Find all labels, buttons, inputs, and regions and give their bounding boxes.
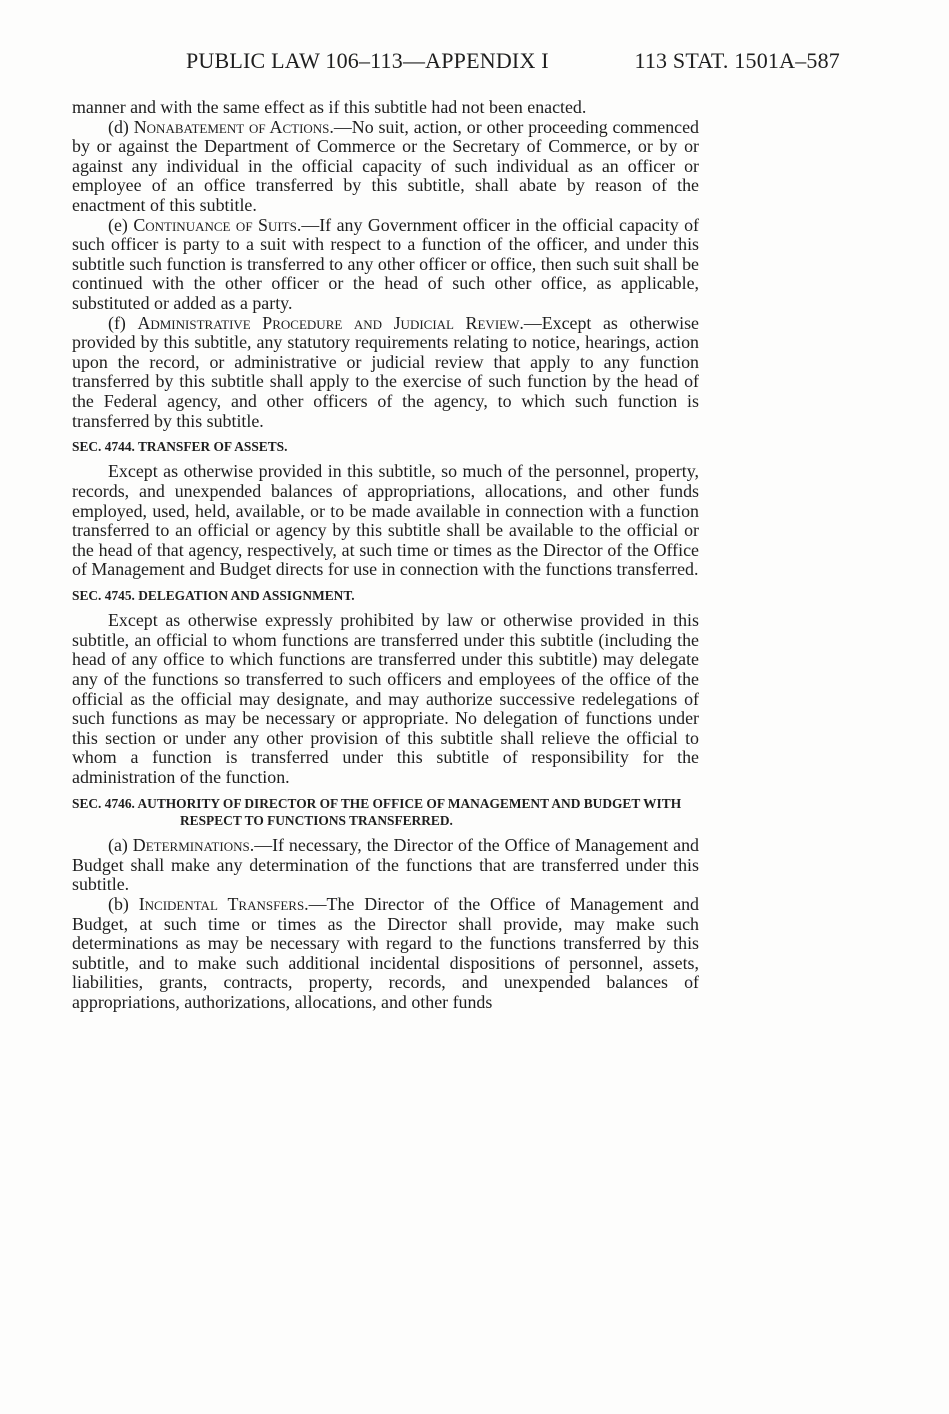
subsection-d-heading: Nonabatement of Actions. bbox=[133, 116, 334, 137]
subsection-e-label: (e) bbox=[108, 214, 134, 235]
subsection-f-text: —Except as otherwise provided by this subtitle, any statutory requirements relating to notice, hearings, action upon the record, or administrative or judicial review that apply to any function transferred by this subtitle shall apply to the exercise of such function by the head of the Federal agency, and other officers of the agency, to which such function is transferred by this subtitle. bbox=[72, 312, 699, 431]
subsection-4746-b bbox=[72, 895, 699, 1013]
document-body bbox=[72, 98, 699, 1013]
section-4744-heading: SEC. 4744. TRANSFER OF ASSETS. bbox=[72, 439, 288, 455]
section-4745-heading: SEC. 4745. DELEGATION AND ASSIGNMENT. bbox=[72, 587, 355, 603]
subsection-4746-b-label: (b) bbox=[108, 893, 139, 914]
subsection-4746-b-text: —The Director of the Office of Management and Budget, at such time or times as the Director shall provide, may make such determinations as may be necessary with regard to the functions transferred by this subtitle, and to make such additional incidental dispositions of personnel, assets, liabilities, grants, contracts, property, records, and unexpended balances of appropriations, authorizations, allocations, and other funds bbox=[72, 893, 700, 1012]
subsection-d bbox=[72, 118, 699, 216]
header-stat-citation: 113 STAT. 1501A–587 bbox=[634, 48, 840, 73]
continued-paragraph: manner and with the same effect as if this subtitle had not been enacted. bbox=[72, 97, 587, 117]
subsection-d-text: —No suit, action, or other proceeding commenced by or against the Department of Commerce or the Secretary of Commerce, or by or against any individual in the official capacity of such individual as an officer or employee of an office transferred by this subtitle, shall abate by reason of the enactment of this subtitle. bbox=[72, 116, 699, 215]
subsection-f-label: (f) bbox=[108, 312, 138, 333]
section-4745-text: Except as otherwise expressly prohibited by law or otherwise provided in this subtitle, an official to whom functions are transferred under this subtitle (including the head of any office to which functions are transferred under this subtitle) may delegate any of the functions so transferred to such officers and employees of the office of the official as the official may designate, and may authorize successive redelegations of such functions as may be necessary or appropriate. No delegation of functions under this section or under any other provision of this subtitle shall relieve the official to whom a function is transferred under this subtitle of responsibility for the administration of the function. bbox=[72, 610, 699, 787]
subsection-e-heading: Continuance of Suits. bbox=[133, 214, 302, 235]
subsection-d-label: (d) bbox=[108, 116, 134, 137]
subsection-4746-a-label: (a) bbox=[108, 835, 133, 856]
section-4744-text: Except as otherwise provided in this subtitle, so much of the personnel, property, records, and unexpended balances of appropriations, allocations, and other funds employed, used, held, available, or to be made available in connection with a function transferred to an official or agency by this subtitle shall be available to the official or the head of that agency, respectively, at such time or times as the Director of the Office of Management and Budget directs for use in connection with the functions transferred. bbox=[72, 461, 699, 580]
header-law-title: PUBLIC LAW 106–113—APPENDIX I bbox=[186, 48, 549, 73]
subsection-f-heading: Administrative Procedure and Judicial Review. bbox=[137, 312, 524, 333]
subsection-e bbox=[72, 216, 699, 314]
subsection-4746-b-heading: Incidental Transfers. bbox=[138, 893, 309, 914]
subsection-4746-a-text: —If necessary, the Director of the Office of Management and Budget shall make any determination of the functions that are transferred under this subtitle. bbox=[72, 835, 699, 895]
subsection-4746-a-heading: Determinations. bbox=[132, 835, 255, 856]
section-4746-heading: SEC. 4746. AUTHORITY OF DIRECTOR OF THE OFFICE OF MANAGEMENT AND BUDGET WITH RESPECT TO FUNCTIONS TRANSFERRED. bbox=[72, 795, 682, 828]
subsection-f bbox=[72, 314, 699, 432]
page-header bbox=[186, 48, 840, 80]
subsection-e-text: —If any Government officer in the official capacity of such officer is party to a suit with respect to a function of the officer, and under this subtitle such function is transferred to any other officer or office, then such suit shall be continued with the other officer or the head of such other office, as applicable, substituted or added as a party. bbox=[72, 214, 699, 313]
subsection-4746-a bbox=[72, 836, 699, 895]
